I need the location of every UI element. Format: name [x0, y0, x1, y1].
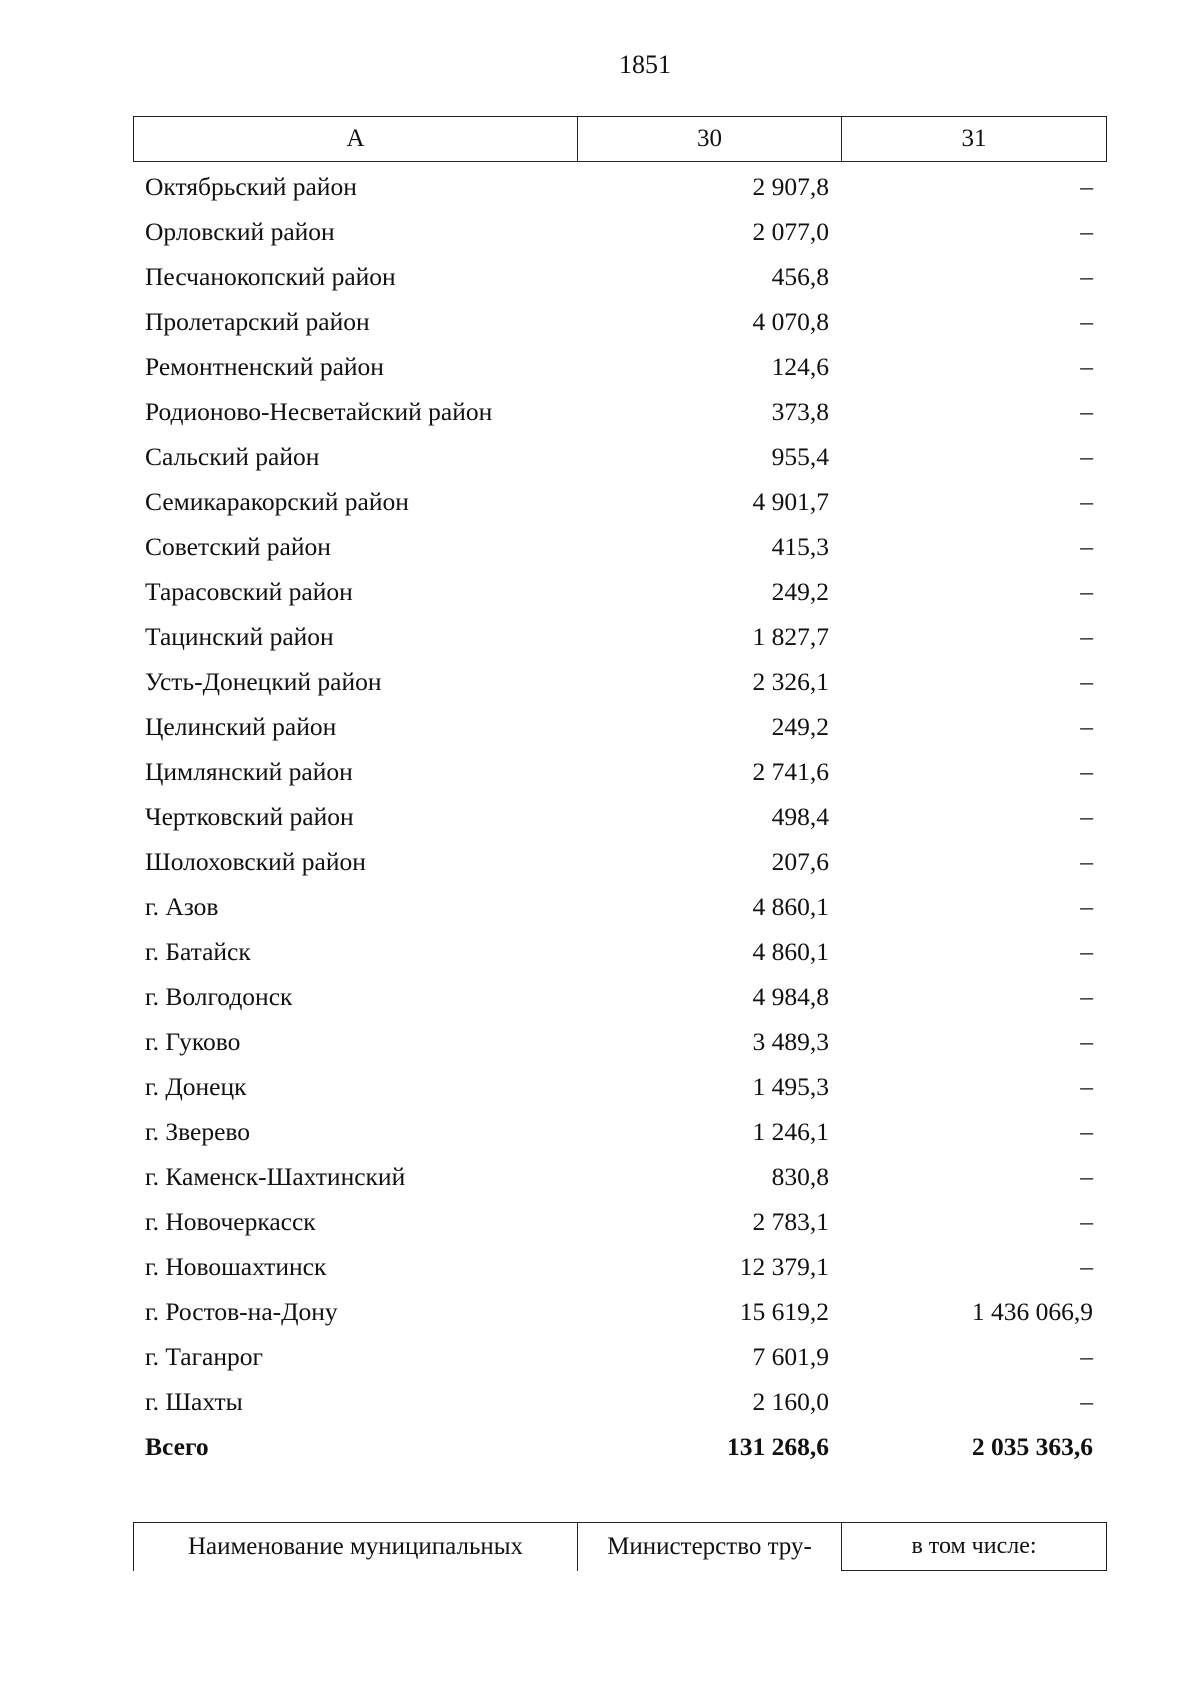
row-name: г. Азов [145, 891, 219, 921]
row-name: г. Шахты [145, 1386, 243, 1416]
table-body [133, 164, 1103, 1469]
table-row [133, 434, 1103, 479]
row-name: Целинский район [145, 711, 337, 741]
row-value-30: 373,8 [771, 396, 829, 426]
table-row [133, 974, 1103, 1019]
row-value-31: – [1080, 711, 1093, 741]
row-value-31: – [1080, 531, 1093, 561]
row-value-31: – [1080, 216, 1093, 246]
row-name: г. Донецк [145, 1071, 247, 1101]
table-row [133, 1019, 1103, 1064]
row-value-31: – [1080, 1386, 1093, 1416]
total-row [133, 1424, 1103, 1469]
row-value-30: 415,3 [771, 531, 829, 561]
row-name: Семикаракорский район [145, 486, 409, 516]
table-row [133, 929, 1103, 974]
row-value-31: – [1080, 351, 1093, 381]
row-value-31: – [1080, 576, 1093, 606]
table-row [133, 884, 1103, 929]
row-value-30: 4 070,8 [752, 306, 829, 336]
next-header-col-c: в том числе: [842, 1523, 1107, 1571]
next-header-col-b: Министерство тру- [578, 1523, 842, 1571]
table-row [133, 524, 1103, 569]
table-row [133, 839, 1103, 884]
row-value-30: 4 860,1 [752, 936, 829, 966]
table-row [133, 1064, 1103, 1109]
row-value-31: – [1080, 756, 1093, 786]
row-value-31: – [1080, 441, 1093, 471]
row-name: Цимлянский район [145, 756, 353, 786]
row-name: Всего [145, 1431, 209, 1461]
row-value-30: 15 619,2 [739, 1296, 829, 1326]
row-value-30: 2 783,1 [752, 1206, 829, 1236]
row-name: Шолоховский район [145, 846, 366, 876]
row-value-30: 4 860,1 [752, 891, 829, 921]
row-name: Тацинский район [145, 621, 334, 651]
row-name: Октябрьский район [145, 171, 357, 201]
row-value-30: 1 827,7 [752, 621, 829, 651]
row-value-30: 2 160,0 [752, 1386, 829, 1416]
row-value-30: 249,2 [771, 711, 829, 741]
row-value-31: 2 035 363,6 [971, 1431, 1093, 1461]
row-name: г. Каменск-Шахтинский [145, 1161, 406, 1191]
row-value-30: 1 246,1 [752, 1116, 829, 1146]
row-value-31: – [1080, 936, 1093, 966]
row-value-31: – [1080, 1251, 1093, 1281]
table-row [133, 299, 1103, 344]
row-name: г. Батайск [145, 936, 251, 966]
row-name: Ремонтненский район [145, 351, 384, 381]
row-value-31: – [1080, 1026, 1093, 1056]
row-value-31: – [1080, 1116, 1093, 1146]
row-value-31: – [1080, 666, 1093, 696]
row-name: г. Таганрог [145, 1341, 263, 1371]
row-name: г. Гуково [145, 1026, 241, 1056]
table-row [133, 389, 1103, 434]
row-name: Орловский район [145, 216, 335, 246]
header-col-31: 31 [842, 117, 1107, 162]
row-value-31: – [1080, 891, 1093, 921]
row-name: Родионово-Несветайский район [145, 396, 493, 426]
table-row [133, 1199, 1103, 1244]
row-value-30: 249,2 [771, 576, 829, 606]
row-value-31: – [1080, 486, 1093, 516]
table-row [133, 1154, 1103, 1199]
table-row [133, 209, 1103, 254]
row-name: г. Волгодонск [145, 981, 293, 1011]
row-value-30: 131 268,6 [727, 1431, 829, 1461]
row-value-31: 1 436 066,9 [971, 1296, 1093, 1326]
row-value-31: – [1080, 801, 1093, 831]
row-value-31: – [1080, 171, 1093, 201]
row-name: Чертковский район [145, 801, 354, 831]
row-value-30: 7 601,9 [752, 1341, 829, 1371]
row-value-30: 2 326,1 [752, 666, 829, 696]
table-row [133, 1334, 1103, 1379]
table-row [133, 704, 1103, 749]
row-value-30: 3 489,3 [752, 1026, 829, 1056]
row-name: г. Ростов-на-Дону [145, 1296, 338, 1326]
row-value-30: 830,8 [771, 1161, 829, 1191]
row-value-30: 12 379,1 [739, 1251, 829, 1281]
row-value-31: – [1080, 621, 1093, 651]
table-row [133, 254, 1103, 299]
row-value-30: 207,6 [771, 846, 829, 876]
table-row [133, 1244, 1103, 1289]
row-value-31: – [1080, 1071, 1093, 1101]
row-value-31: – [1080, 1341, 1093, 1371]
page-number: 1851 [619, 50, 671, 79]
row-value-31: – [1080, 981, 1093, 1011]
table-row [133, 1289, 1103, 1334]
row-value-30: 1 495,3 [752, 1071, 829, 1101]
row-value-30: 2 907,8 [752, 171, 829, 201]
header-col-30: 30 [578, 117, 842, 162]
row-value-31: – [1080, 846, 1093, 876]
row-name: Усть-Донецкий район [145, 666, 382, 696]
table-row [133, 614, 1103, 659]
row-value-30: 124,6 [771, 351, 829, 381]
header-col-a: А [134, 117, 578, 162]
row-name: г. Новочеркасск [145, 1206, 316, 1236]
row-value-30: 456,8 [771, 261, 829, 291]
row-name: Пролетарский район [145, 306, 370, 336]
table-row [133, 344, 1103, 389]
table-row [133, 794, 1103, 839]
row-value-30: 4 984,8 [752, 981, 829, 1011]
row-name: г. Новошахтинск [145, 1251, 327, 1281]
row-value-31: – [1080, 396, 1093, 426]
row-value-30: 2 741,6 [752, 756, 829, 786]
row-value-31: – [1080, 1161, 1093, 1191]
row-name: г. Зверево [145, 1116, 251, 1146]
row-name: Сальский район [145, 441, 320, 471]
next-table-header [133, 1522, 1107, 1571]
table-row [133, 569, 1103, 614]
table-row [133, 659, 1103, 704]
row-value-31: – [1080, 306, 1093, 336]
next-header-col-a: Наименование муниципальных [134, 1523, 578, 1571]
table-row [133, 1109, 1103, 1154]
table-row [133, 1379, 1103, 1424]
row-value-30: 2 077,0 [752, 216, 829, 246]
table-header [133, 116, 1107, 162]
row-value-30: 4 901,7 [752, 486, 829, 516]
row-name: Тарасовский район [145, 576, 353, 606]
row-value-30: 955,4 [771, 441, 829, 471]
row-value-31: – [1080, 1206, 1093, 1236]
table-row [133, 749, 1103, 794]
row-name: Советский район [145, 531, 331, 561]
row-value-31: – [1080, 261, 1093, 291]
table-row [133, 164, 1103, 209]
table-row [133, 479, 1103, 524]
row-value-30: 498,4 [771, 801, 829, 831]
row-name: Песчанокопский район [145, 261, 396, 291]
